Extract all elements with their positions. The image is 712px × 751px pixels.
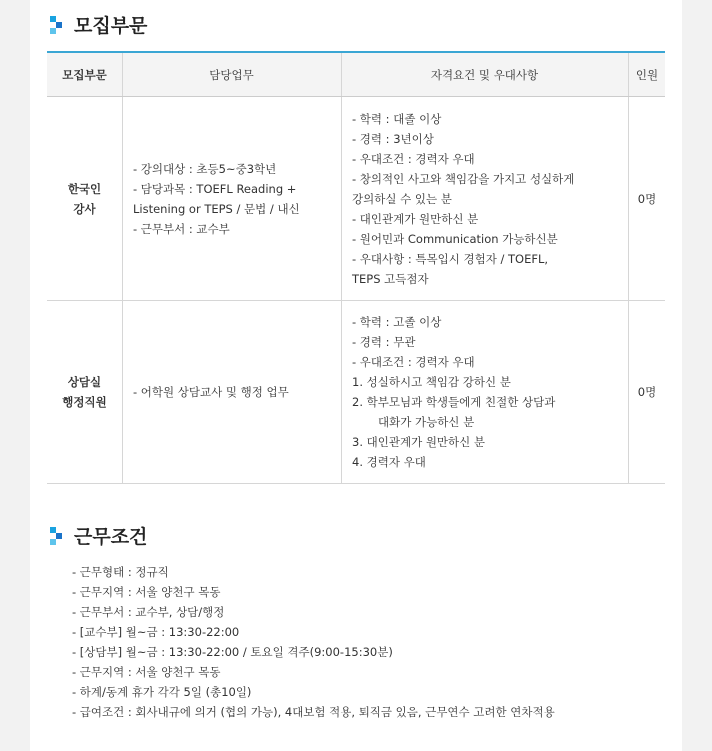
requirement-line: - 우대조건 : 경력자 우대 — [352, 355, 475, 369]
section-bullet-icon — [50, 16, 66, 34]
requirement-line: 2. 학부모님과 학생들에게 친절한 상담과 — [352, 395, 556, 409]
duty-cell — [123, 301, 342, 484]
requirement-line: - 경력 : 3년이상 — [352, 131, 434, 146]
requirement-line: - 창의적인 사고와 책임감을 가지고 성실하게 — [352, 171, 575, 186]
duty-line: - 강의대상 : 초등5~중3학년 — [133, 161, 277, 176]
count-cell: 0명 — [629, 301, 666, 484]
condition-item: - 근무부서 : 교수부, 상담/행정 — [72, 605, 225, 619]
requirement-line: 강의하실 수 있는 분 — [352, 191, 452, 206]
header-dept: 모집부문 — [47, 52, 123, 97]
requirement-line: - 우대사항 : 특목입시 경험자 / TOEFL, — [352, 251, 549, 266]
requirement-line: - 우대조건 : 경력자 우대 — [352, 151, 475, 166]
requirement-line: 1. 성실하시고 책임감 강하신 분 — [352, 375, 511, 389]
requirements-cell — [342, 301, 629, 484]
header-duty: 담당업무 — [123, 52, 342, 97]
requirement-line: - 대인관계가 원만하신 분 — [352, 211, 479, 226]
condition-item: - [교수부] 월~금 : 13:30-22:00 — [72, 625, 240, 639]
condition-item: - 하계/동계 휴가 각각 5일 (총10일) — [72, 685, 252, 699]
requirements-cell — [342, 97, 629, 301]
duty-cell — [123, 97, 342, 301]
conditions-list — [72, 562, 555, 722]
recruit-table — [47, 51, 665, 484]
duty-line: Listening or TEPS / 문법 / 내신 — [133, 201, 300, 216]
page-content — [30, 0, 682, 751]
section-bullet-icon — [50, 527, 66, 545]
dept-line: 행정직원 — [62, 395, 107, 409]
condition-item: - 근무형태 : 정규직 — [72, 565, 169, 579]
duty-line: - 어학원 상담교사 및 행정 업무 — [133, 385, 289, 399]
dept-cell — [47, 301, 123, 484]
count-cell: 0명 — [629, 97, 666, 301]
table-row — [47, 97, 665, 301]
requirement-line: TEPS 고득점자 — [352, 271, 429, 286]
recruit-section-title — [50, 11, 147, 38]
requirement-line: - 원어민과 Communication 가능하신분 — [352, 231, 558, 246]
requirement-line: 대화가 가능하신 분 — [378, 415, 475, 429]
requirement-line: - 경력 : 무관 — [352, 335, 416, 349]
table-row — [47, 301, 665, 484]
conditions-section-title — [50, 522, 147, 549]
requirement-line: 4. 경력자 우대 — [352, 455, 426, 469]
dept-cell — [47, 97, 123, 301]
duty-line: - 근무부서 : 교수부 — [133, 221, 230, 236]
condition-item: - 근무지역 : 서울 양천구 목동 — [72, 585, 221, 599]
duty-line: - 담당과목 : TOEFL Reading + — [133, 181, 297, 196]
recruit-title: 모집부문 — [74, 15, 148, 37]
requirement-line: 3. 대인관계가 원만하신 분 — [352, 435, 486, 449]
condition-item: - [상담부] 월~금 : 13:30-22:00 / 토요일 격주(9:00-15:30분) — [72, 645, 393, 659]
dept-line: 강사 — [73, 201, 96, 216]
requirement-line: - 학력 : 대졸 이상 — [352, 111, 442, 126]
table-header-row — [47, 52, 665, 97]
condition-item: - 급여조건 : 회사내규에 의거 (협의 가능), 4대보험 적용, 퇴직금 있음, 근무연수 고려한 연차적용 — [72, 705, 555, 719]
dept-line: 상담실 — [67, 375, 102, 389]
requirement-line: - 학력 : 고졸 이상 — [352, 315, 442, 329]
header-count: 인원 — [629, 52, 666, 97]
condition-item: - 근무지역 : 서울 양천구 목동 — [72, 665, 221, 679]
conditions-title: 근무조건 — [74, 526, 148, 548]
header-requirements: 자격요건 및 우대사항 — [342, 52, 629, 97]
dept-line: 한국인 — [67, 181, 102, 196]
